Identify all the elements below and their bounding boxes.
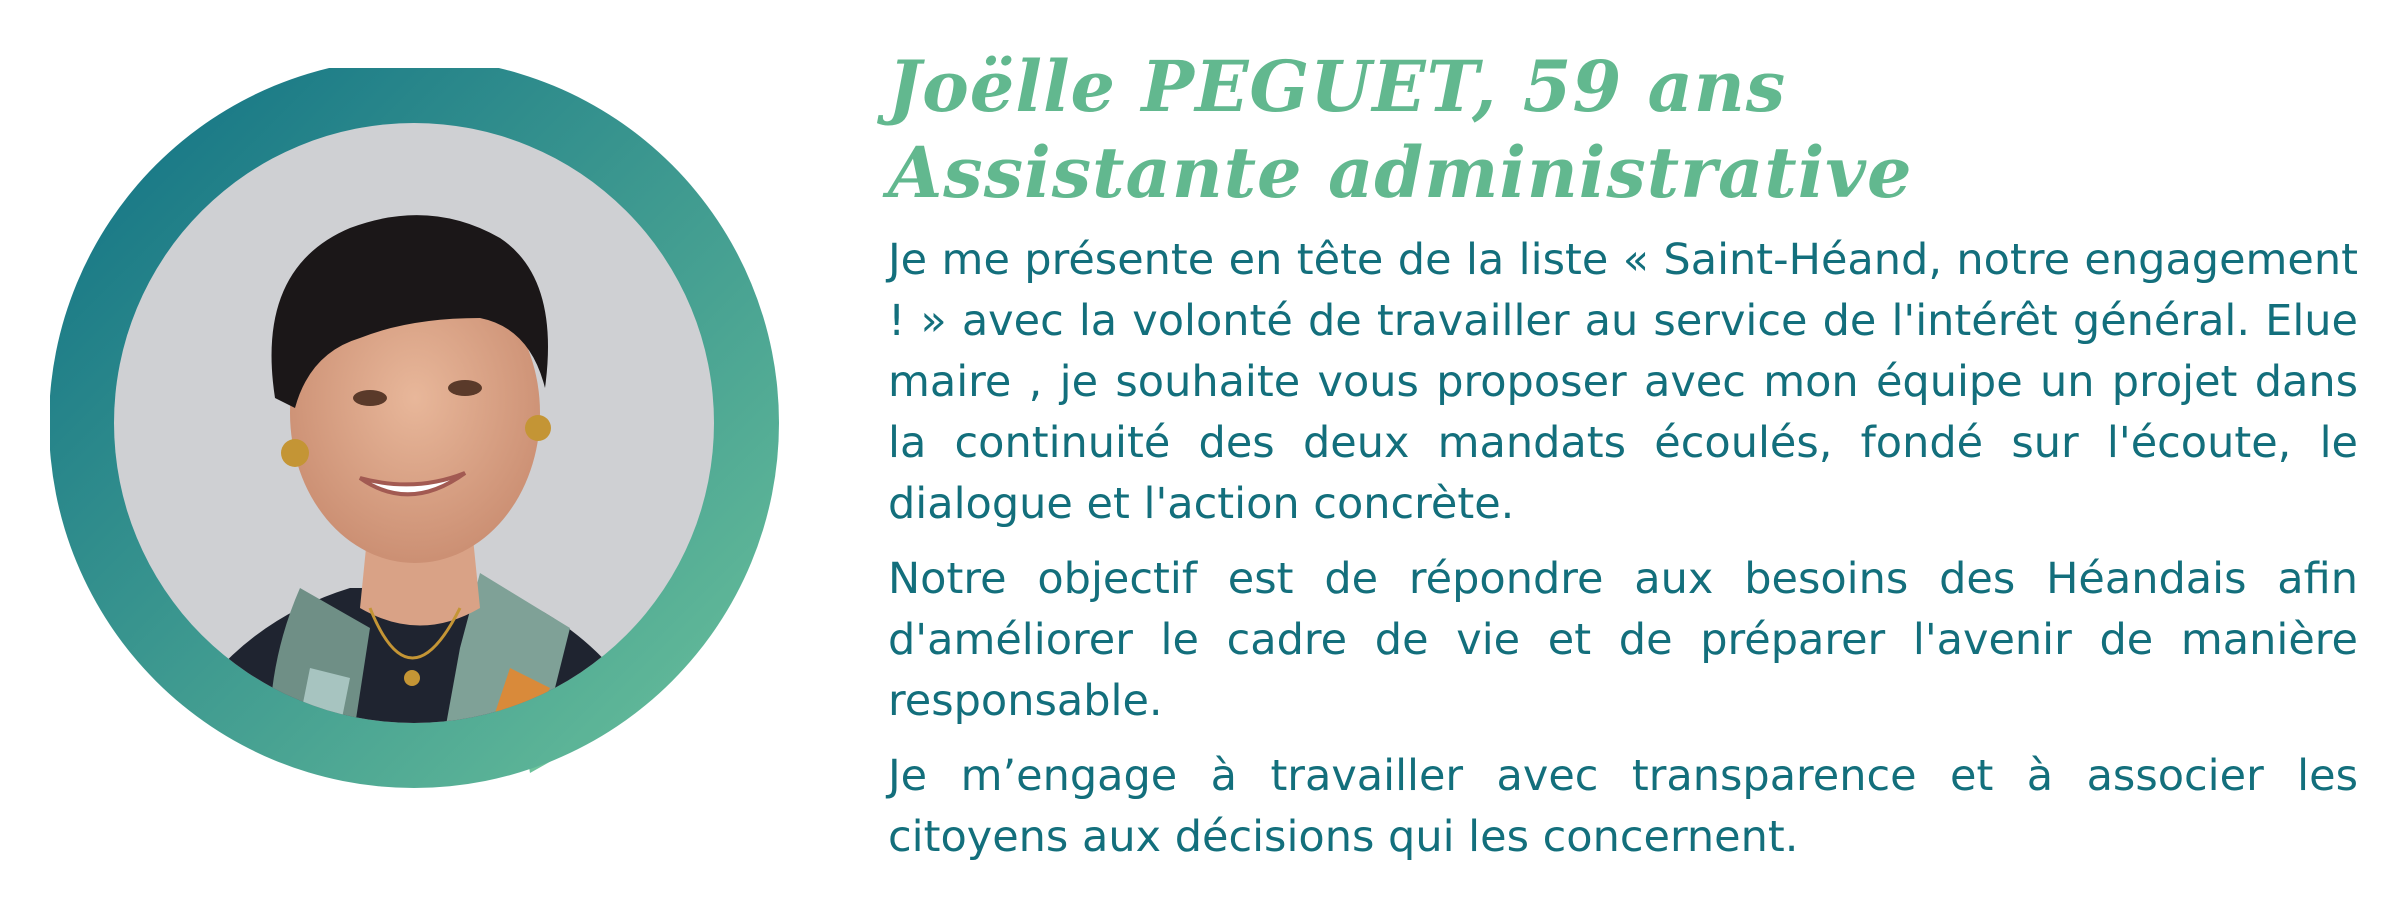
portrait-photo-icon bbox=[50, 68, 790, 788]
candidate-text-column bbox=[888, 44, 2358, 882]
portrait-block bbox=[50, 68, 790, 788]
commitment-paragraph: Je m’engage à travailler avec transparence et à associer les citoyens aux décisions qui les concernent. bbox=[888, 751, 2358, 862]
intro-paragraph: Je me présente en tête de la liste « Saint-Héand, notre engagement ! » avec la volonté de travailler au service de l'intérêt général. Elue maire , je souhaite vous proposer avec mon équipe un projet dans la continuité des deux mandats écoulés, fondé sur l'écoute, le dialogue et l'action concrète. bbox=[888, 235, 2358, 529]
candidate-role-heading: Assistante administrative bbox=[888, 131, 1913, 214]
candidate-name-heading: Joëlle PEGUET, 59 ans bbox=[888, 45, 1787, 128]
objective-paragraph: Notre objectif est de répondre aux besoins des Héandais afin d'améliorer le cadre de vie et de préparer l'avenir de manière responsable. bbox=[888, 554, 2358, 726]
